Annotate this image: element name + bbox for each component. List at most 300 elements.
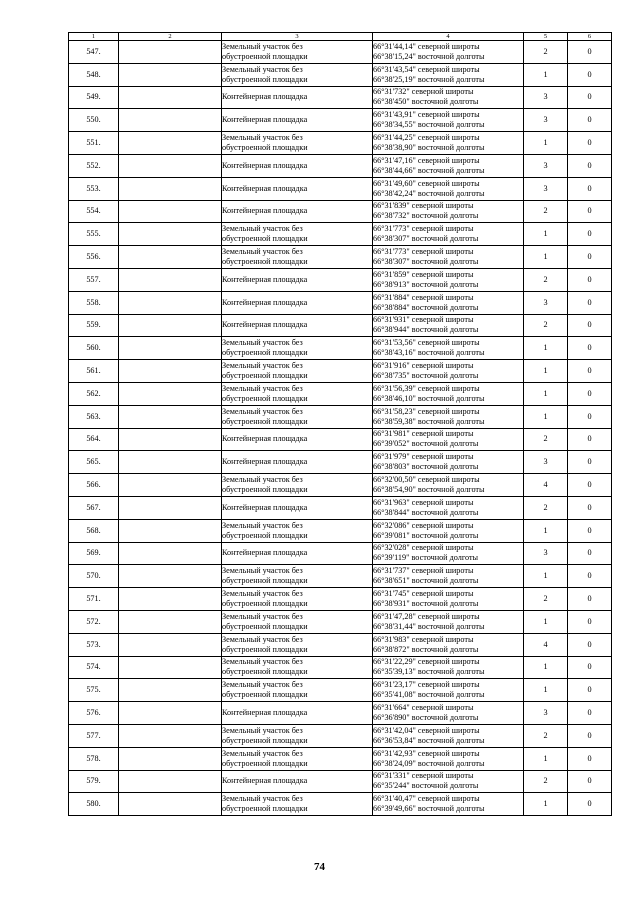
table-row [69, 428, 612, 451]
site-type-line: Земельный участок без [222, 566, 303, 576]
row-column-2 [119, 200, 222, 223]
longitude-text: 66°36'53,84" восточной долготы [373, 735, 485, 745]
longitude-text: 66°38'884" восточной долготы [373, 302, 479, 312]
site-type-line: обустроенной площадки [222, 758, 308, 768]
table-row [69, 177, 612, 200]
longitude-text: 66°38'24,09" восточной долготы [373, 758, 485, 768]
coordinates-cell [373, 770, 524, 793]
coordinates-cell [373, 86, 524, 109]
site-type-line: Земельный участок без [222, 680, 303, 690]
site-type-cell [222, 496, 373, 519]
table-row [69, 519, 612, 542]
site-type-line: Контейнерная площадка [222, 297, 308, 307]
table-row [69, 41, 612, 64]
table-header [69, 33, 612, 41]
table-row [69, 588, 612, 611]
table-row [69, 451, 612, 474]
site-type-cell [222, 724, 373, 747]
site-type-line: обустроенной площадки [222, 416, 308, 426]
site-type-line: обустроенной площадки [222, 143, 308, 153]
longitude-text: 66°38'54,90" восточной долготы [373, 485, 485, 495]
latitude-text: 66°31'44,14" северной широты [373, 41, 480, 51]
column-header-3: 3 [222, 33, 373, 41]
row-number: 548. [69, 63, 119, 86]
row-column-2 [119, 382, 222, 405]
latitude-text: 66°31'884" северной широты [373, 292, 474, 302]
site-type-line: обустроенной площадки [222, 599, 308, 609]
longitude-text: 66°38'42,24" восточной долготы [373, 188, 485, 198]
site-type-line: Земельный участок без [222, 41, 303, 51]
row-column-2 [119, 679, 222, 702]
column-6-value: 0 [568, 291, 612, 314]
column-6-value: 0 [568, 132, 612, 155]
coordinates-cell [373, 474, 524, 497]
table-row [69, 724, 612, 747]
longitude-text: 66°39'081" восточной долготы [373, 530, 479, 540]
container-count: 1 [524, 337, 568, 360]
site-type-cell [222, 519, 373, 542]
site-type-cell [222, 337, 373, 360]
column-6-value: 0 [568, 223, 612, 246]
latitude-text: 66°31'979" северной широты [373, 452, 474, 462]
container-count: 2 [524, 588, 568, 611]
container-count: 3 [524, 291, 568, 314]
latitude-text: 66°31'44,25" северной широты [373, 133, 480, 143]
latitude-text: 66°31'49,60" северной широты [373, 178, 480, 188]
site-type-cell [222, 360, 373, 383]
site-type-cell [222, 63, 373, 86]
row-column-2 [119, 451, 222, 474]
site-type-line: Земельный участок без [222, 406, 303, 416]
table-row [69, 132, 612, 155]
site-type-line: обустроенной площадки [222, 393, 308, 403]
column-6-value: 0 [568, 177, 612, 200]
longitude-text: 66°38'38,90" восточной долготы [373, 143, 485, 153]
site-type-line: Контейнерная площадка [222, 548, 308, 558]
site-type-line: обустроенной площадки [222, 234, 308, 244]
coordinates-cell [373, 314, 524, 337]
container-count: 3 [524, 154, 568, 177]
latitude-text: 66°31'56,39" северной широты [373, 383, 480, 393]
latitude-text: 66°31'839" северной широты [373, 201, 474, 211]
column-header-4: 4 [373, 33, 524, 41]
row-column-2 [119, 63, 222, 86]
row-column-2 [119, 223, 222, 246]
row-number: 566. [69, 474, 119, 497]
container-count: 3 [524, 702, 568, 725]
site-type-line: обустроенной площадки [222, 74, 308, 84]
coordinates-cell [373, 200, 524, 223]
site-type-cell [222, 656, 373, 679]
coordinates-cell [373, 588, 524, 611]
container-count: 4 [524, 474, 568, 497]
table-row [69, 314, 612, 337]
column-6-value: 0 [568, 633, 612, 656]
latitude-text: 66°31'43,54" северной широты [373, 64, 480, 74]
longitude-text: 66°38'732" восточной долготы [373, 211, 479, 221]
latitude-text: 66°31'58,23" северной широты [373, 406, 480, 416]
row-number: 567. [69, 496, 119, 519]
row-number: 570. [69, 565, 119, 588]
row-column-2 [119, 565, 222, 588]
row-column-2 [119, 360, 222, 383]
coordinates-cell [373, 132, 524, 155]
column-6-value: 0 [568, 200, 612, 223]
latitude-text: 66°31'42,93" северной широты [373, 748, 480, 758]
site-type-line: Земельный участок без [222, 657, 303, 667]
site-type-line: Земельный участок без [222, 794, 303, 804]
row-number: 573. [69, 633, 119, 656]
latitude-text: 66°32'00,50" северной широты [373, 475, 480, 485]
container-count: 1 [524, 382, 568, 405]
column-header-6: 6 [568, 33, 612, 41]
longitude-text: 66°38'913" восточной долготы [373, 279, 479, 289]
site-type-line: Земельный участок без [222, 520, 303, 530]
longitude-text: 66°39'119" восточной долготы [373, 553, 479, 563]
container-count: 1 [524, 565, 568, 588]
longitude-text: 66°38'307" восточной долготы [373, 257, 479, 267]
longitude-text: 66°38'844" восточной долготы [373, 507, 479, 517]
coordinates-cell [373, 542, 524, 565]
longitude-text: 66°36'890" восточной долготы [373, 713, 479, 722]
longitude-text: 66°38'931" восточной долготы [373, 599, 479, 609]
table-row [69, 702, 612, 725]
longitude-text: 66°38'803" восточной долготы [373, 462, 479, 472]
table-row [69, 109, 612, 132]
container-count: 1 [524, 610, 568, 633]
site-type-cell [222, 200, 373, 223]
latitude-text: 66°31'40,47" северной широты [373, 794, 480, 804]
longitude-text: 66°38'43,16" восточной долготы [373, 348, 485, 358]
site-type-line: Контейнерная площадка [222, 320, 308, 330]
column-6-value: 0 [568, 565, 612, 588]
table-row [69, 337, 612, 360]
column-6-value: 0 [568, 154, 612, 177]
site-type-cell [222, 382, 373, 405]
site-type-line: Контейнерная площадка [222, 502, 308, 512]
longitude-text: 66°38'46,10" восточной долготы [373, 393, 485, 403]
site-type-cell [222, 451, 373, 474]
column-6-value: 0 [568, 63, 612, 86]
row-column-2 [119, 268, 222, 291]
table-row [69, 656, 612, 679]
column-6-value: 0 [568, 109, 612, 132]
site-type-line: обустроенной площадки [222, 644, 308, 654]
row-column-2 [119, 177, 222, 200]
container-count: 1 [524, 223, 568, 246]
column-6-value: 0 [568, 405, 612, 428]
container-count: 2 [524, 496, 568, 519]
site-type-line: обустроенной площадки [222, 51, 308, 61]
column-6-value: 0 [568, 474, 612, 497]
row-number: 556. [69, 246, 119, 269]
column-6-value: 0 [568, 542, 612, 565]
row-number: 579. [69, 770, 119, 793]
row-column-2 [119, 496, 222, 519]
site-type-cell [222, 793, 373, 816]
container-count: 3 [524, 109, 568, 132]
table-row [69, 565, 612, 588]
coordinates-cell [373, 747, 524, 770]
site-type-cell [222, 542, 373, 565]
row-number: 560. [69, 337, 119, 360]
row-number: 564. [69, 428, 119, 451]
coordinates-cell [373, 724, 524, 747]
table-row [69, 770, 612, 793]
latitude-text: 66°31'23,17" северной широты [373, 680, 480, 690]
column-6-value: 0 [568, 246, 612, 269]
coordinates-cell [373, 633, 524, 656]
latitude-text: 66°31'42,04" северной широты [373, 725, 480, 735]
container-count: 3 [524, 451, 568, 474]
table-row [69, 382, 612, 405]
row-column-2 [119, 474, 222, 497]
table-row [69, 200, 612, 223]
latitude-text: 66°32'028" северной широты [373, 543, 474, 553]
row-number: 550. [69, 109, 119, 132]
table-row [69, 542, 612, 565]
coordinates-cell [373, 610, 524, 633]
coordinates-cell [373, 519, 524, 542]
column-6-value: 0 [568, 86, 612, 109]
column-6-value: 0 [568, 314, 612, 337]
site-type-line: Контейнерная площадка [222, 776, 308, 786]
latitude-text: 66°31'773" северной широты [373, 224, 474, 234]
longitude-text: 66°38'872" восточной долготы [373, 644, 479, 654]
container-count: 1 [524, 656, 568, 679]
row-column-2 [119, 291, 222, 314]
longitude-text: 66°39'052" восточной долготы [373, 439, 479, 449]
row-column-2 [119, 656, 222, 679]
page-number: 74 [314, 861, 325, 873]
column-6-value: 0 [568, 770, 612, 793]
column-6-value: 0 [568, 360, 612, 383]
row-number: 562. [69, 382, 119, 405]
coordinates-cell [373, 154, 524, 177]
container-count: 1 [524, 679, 568, 702]
site-type-cell [222, 633, 373, 656]
site-type-line: Земельный участок без [222, 247, 303, 257]
longitude-text: 66°38'44,66" восточной долготы [373, 165, 485, 175]
site-type-line: обустроенной площадки [222, 348, 308, 358]
row-number: 569. [69, 542, 119, 565]
header-row [69, 33, 612, 41]
row-column-2 [119, 793, 222, 816]
row-column-2 [119, 132, 222, 155]
site-type-cell [222, 109, 373, 132]
coordinates-cell [373, 223, 524, 246]
container-count: 2 [524, 428, 568, 451]
row-number: 549. [69, 86, 119, 109]
container-count: 1 [524, 793, 568, 816]
site-type-cell [222, 405, 373, 428]
coordinates-cell [373, 177, 524, 200]
table-row [69, 496, 612, 519]
row-number: 552. [69, 154, 119, 177]
site-type-line: Земельный участок без [222, 338, 303, 348]
latitude-text: 66°31'983" северной широты [373, 634, 474, 644]
site-type-line: Контейнерная площадка [222, 206, 308, 216]
coordinates-cell [373, 702, 524, 725]
coordinates-cell [373, 428, 524, 451]
table-row [69, 474, 612, 497]
column-6-value: 0 [568, 496, 612, 519]
site-type-line: обустроенной площадки [222, 530, 308, 540]
coordinates-cell [373, 360, 524, 383]
latitude-text: 66°31'732" северной широты [373, 87, 474, 97]
coordinates-cell [373, 109, 524, 132]
latitude-text: 66°31'859" северной широты [373, 269, 474, 279]
site-type-line: Контейнерная площадка [222, 457, 308, 467]
waste-site-registry-table [68, 32, 612, 816]
site-type-line: Контейнерная площадка [222, 183, 308, 193]
site-type-line: Контейнерная площадка [222, 434, 308, 444]
site-type-line: Контейнерная площадка [222, 92, 308, 102]
site-type-cell [222, 291, 373, 314]
site-type-cell [222, 610, 373, 633]
site-type-line: Земельный участок без [222, 748, 303, 758]
container-count: 2 [524, 770, 568, 793]
site-type-cell [222, 246, 373, 269]
column-6-value: 0 [568, 702, 612, 725]
column-6-value: 0 [568, 451, 612, 474]
row-number: 553. [69, 177, 119, 200]
site-type-line: Контейнерная площадка [222, 160, 308, 170]
site-type-line: Земельный участок без [222, 634, 303, 644]
longitude-text: 66°35'39,13" восточной долготы [373, 667, 485, 677]
longitude-text: 66°38'450" восточной долготы [373, 97, 479, 107]
site-type-line: обустроенной площадки [222, 690, 308, 700]
site-type-line: Земельный участок без [222, 589, 303, 599]
table-row [69, 291, 612, 314]
longitude-text: 66°35'41,08" восточной долготы [373, 690, 485, 700]
site-type-line: обустроенной площадки [222, 576, 308, 586]
table-body [69, 41, 612, 816]
latitude-text: 66°32'086" северной широты [373, 520, 474, 530]
row-column-2 [119, 542, 222, 565]
site-type-cell [222, 428, 373, 451]
table-row [69, 793, 612, 816]
container-count: 1 [524, 360, 568, 383]
site-type-cell [222, 268, 373, 291]
longitude-text: 66°38'944" восточной долготы [373, 325, 479, 335]
longitude-text: 66°38'59,38" восточной долготы [373, 416, 485, 426]
row-number: 575. [69, 679, 119, 702]
container-count: 3 [524, 542, 568, 565]
latitude-text: 66°31'916" северной широты [373, 361, 474, 371]
container-count: 2 [524, 724, 568, 747]
row-number: 580. [69, 793, 119, 816]
container-count: 2 [524, 314, 568, 337]
latitude-text: 66°31'53,56" северной широты [373, 338, 480, 348]
container-count: 3 [524, 177, 568, 200]
site-type-line: обустроенной площадки [222, 257, 308, 267]
site-type-line: Земельный участок без [222, 361, 303, 371]
site-type-cell [222, 747, 373, 770]
latitude-text: 66°31'745" северной широты [373, 589, 474, 599]
site-type-line: Контейнерная площадка [222, 708, 308, 717]
row-number: 547. [69, 41, 119, 64]
row-number: 555. [69, 223, 119, 246]
site-type-line: Контейнерная площадка [222, 274, 308, 284]
table-row [69, 633, 612, 656]
container-count: 2 [524, 41, 568, 64]
table-row [69, 747, 612, 770]
coordinates-cell [373, 337, 524, 360]
longitude-text: 66°38'15,24" восточной долготы [373, 51, 485, 61]
latitude-text: 66°31'331" северной широты [373, 771, 474, 781]
site-type-cell [222, 474, 373, 497]
coordinates-cell [373, 246, 524, 269]
column-6-value: 0 [568, 588, 612, 611]
longitude-text: 66°38'31,44" восточной долготы [373, 621, 485, 631]
row-column-2 [119, 246, 222, 269]
container-count: 3 [524, 86, 568, 109]
site-type-cell [222, 223, 373, 246]
site-type-line: Земельный участок без [222, 133, 303, 143]
coordinates-cell [373, 451, 524, 474]
table-row [69, 679, 612, 702]
coordinates-cell [373, 41, 524, 64]
row-column-2 [119, 724, 222, 747]
site-type-line: Земельный участок без [222, 64, 303, 74]
row-column-2 [119, 41, 222, 64]
site-type-line: обустроенной площадки [222, 485, 308, 495]
column-6-value: 0 [568, 41, 612, 64]
longitude-text: 66°38'735" восточной долготы [373, 371, 479, 381]
row-column-2 [119, 154, 222, 177]
container-count: 1 [524, 132, 568, 155]
coordinates-cell [373, 291, 524, 314]
row-number: 557. [69, 268, 119, 291]
container-count: 1 [524, 747, 568, 770]
site-type-cell [222, 679, 373, 702]
site-type-cell [222, 41, 373, 64]
row-number: 551. [69, 132, 119, 155]
coordinates-cell [373, 382, 524, 405]
latitude-text: 66°31'981" северной широты [373, 429, 474, 439]
row-number: 554. [69, 200, 119, 223]
site-type-cell [222, 702, 373, 725]
row-number: 572. [69, 610, 119, 633]
column-6-value: 0 [568, 610, 612, 633]
row-column-2 [119, 519, 222, 542]
row-number: 578. [69, 747, 119, 770]
coordinates-cell [373, 496, 524, 519]
container-count: 1 [524, 63, 568, 86]
site-type-line: обустроенной площадки [222, 371, 308, 381]
site-type-cell [222, 588, 373, 611]
container-count: 2 [524, 268, 568, 291]
column-header-1: 1 [69, 33, 119, 41]
row-column-2 [119, 588, 222, 611]
longitude-text: 66°35'244" восточной долготы [373, 781, 479, 791]
site-type-cell [222, 770, 373, 793]
row-number: 565. [69, 451, 119, 474]
row-column-2 [119, 314, 222, 337]
latitude-text: 66°31'963" северной широты [373, 497, 474, 507]
site-type-line: Контейнерная площадка [222, 115, 308, 125]
row-number: 576. [69, 702, 119, 725]
table-row [69, 86, 612, 109]
table-row [69, 360, 612, 383]
container-count: 1 [524, 246, 568, 269]
site-type-line: обустроенной площадки [222, 804, 308, 814]
column-6-value: 0 [568, 747, 612, 770]
latitude-text: 66°31'931" северной широты [373, 315, 474, 325]
row-number: 574. [69, 656, 119, 679]
table-row [69, 610, 612, 633]
